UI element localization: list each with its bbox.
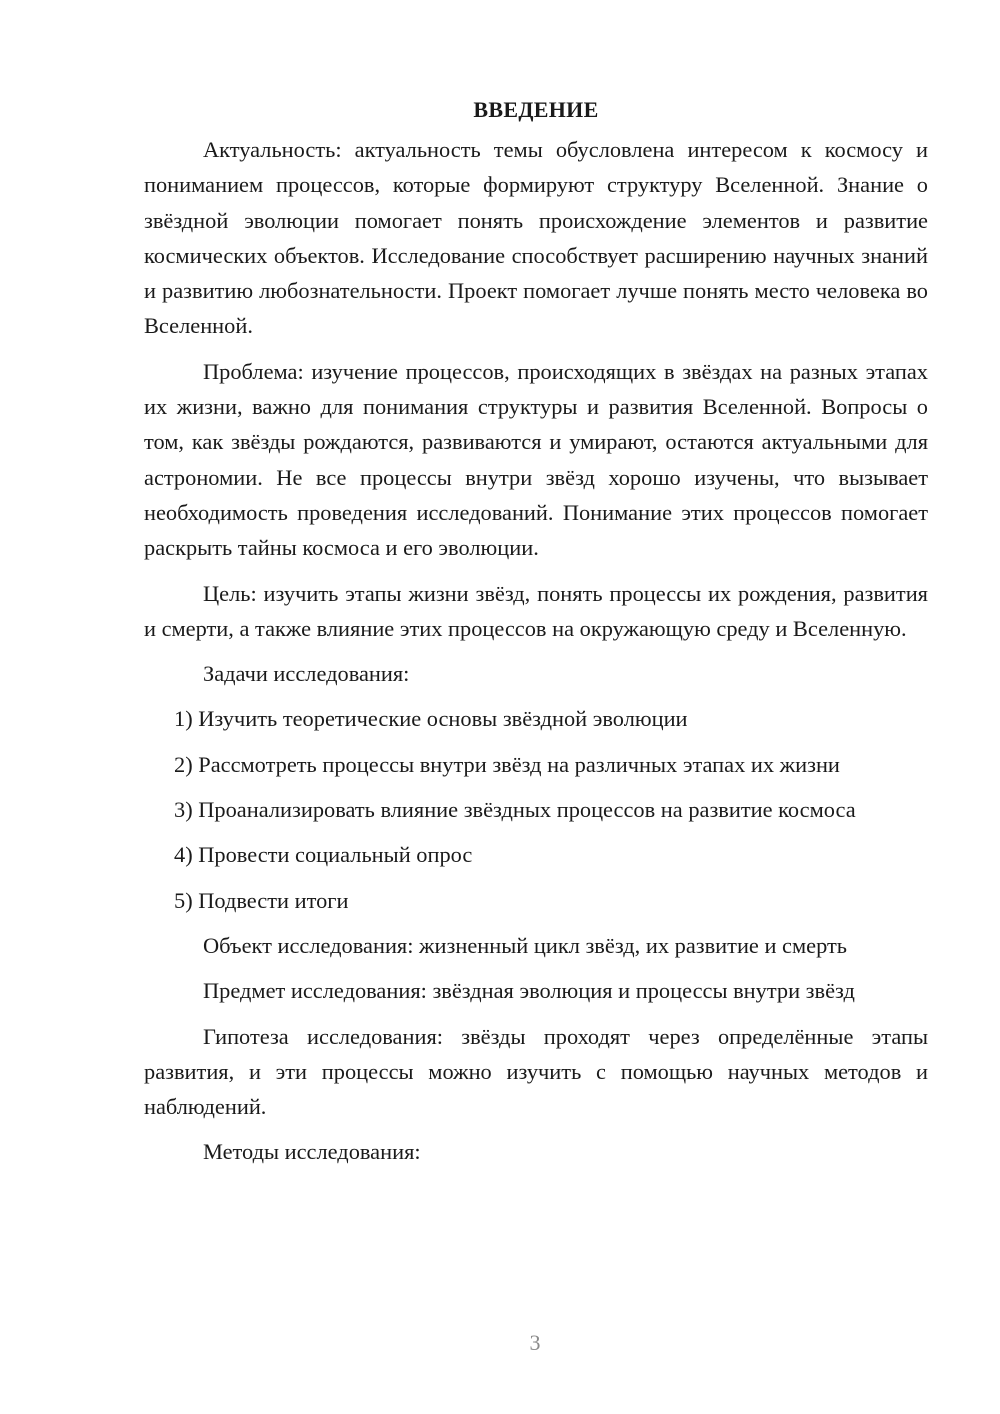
task-item-5: 5) Подвести итоги bbox=[174, 887, 349, 913]
methods-title: Методы исследования: bbox=[203, 1139, 421, 1165]
task-item-3: 3) Проанализировать влияние звёздных процессов на развитие космоса bbox=[174, 797, 856, 823]
section-heading: ВВЕДЕНИЕ bbox=[473, 97, 599, 122]
goal-paragraph: Цель: изучить этапы жизни звёзд, понять процессы их рождения, развития и смерти, а также влияние этих процессов на окружающую среду и Вселенную. bbox=[144, 580, 928, 641]
task-item-4: 4) Провести социальный опрос bbox=[174, 842, 473, 868]
research-object: Объект исследования: жизненный цикл звёзд, их развитие и смерть bbox=[203, 932, 847, 958]
task-item-1: 1) Изучить теоретические основы звёздной эволюции bbox=[174, 706, 688, 732]
task-item-2: 2) Рассмотреть процессы внутри звёзд на различных этапах их жизни bbox=[174, 751, 840, 777]
page-number: 3 bbox=[529, 1330, 541, 1355]
tasks-title: Задачи исследования: bbox=[203, 661, 410, 687]
document-page bbox=[144, 92, 928, 1180]
research-subject: Предмет исследования: звёздная эволюция и процессы внутри звёзд bbox=[203, 978, 855, 1004]
hypothesis-paragraph: Гипотеза исследования: звёзды проходят через определённые этапы развития, и эти процессы можно изучить с помощью научных методов и наблюдений. bbox=[144, 1023, 928, 1120]
problem-paragraph: Проблема: изучение процессов, происходящих в звёздах на разных этапах их жизни, важно для понимания структуры и развития Вселенной. Вопросы о том, как звёзды рождаются, развиваются и умирают, остаются актуальными для астрономии. Не все процессы внутри звёзд хорошо изучены, что вызывает необходимость проведения исследований. Понимание этих процессов помогает раскрыть тайны космоса и его эволюции. bbox=[144, 358, 928, 561]
relevance-paragraph: Актуальность: актуальность темы обусловлена интересом к космосу и пониманием процессов, которые формируют структуру Вселенной. Знание о звёздной эволюции помогает понять происхождение элементов и развитие космических объектов. Исследование способствует расширению научных знаний и развитию любознательности. Проект помогает лучше понять место человека во Вселенной. bbox=[144, 137, 928, 339]
